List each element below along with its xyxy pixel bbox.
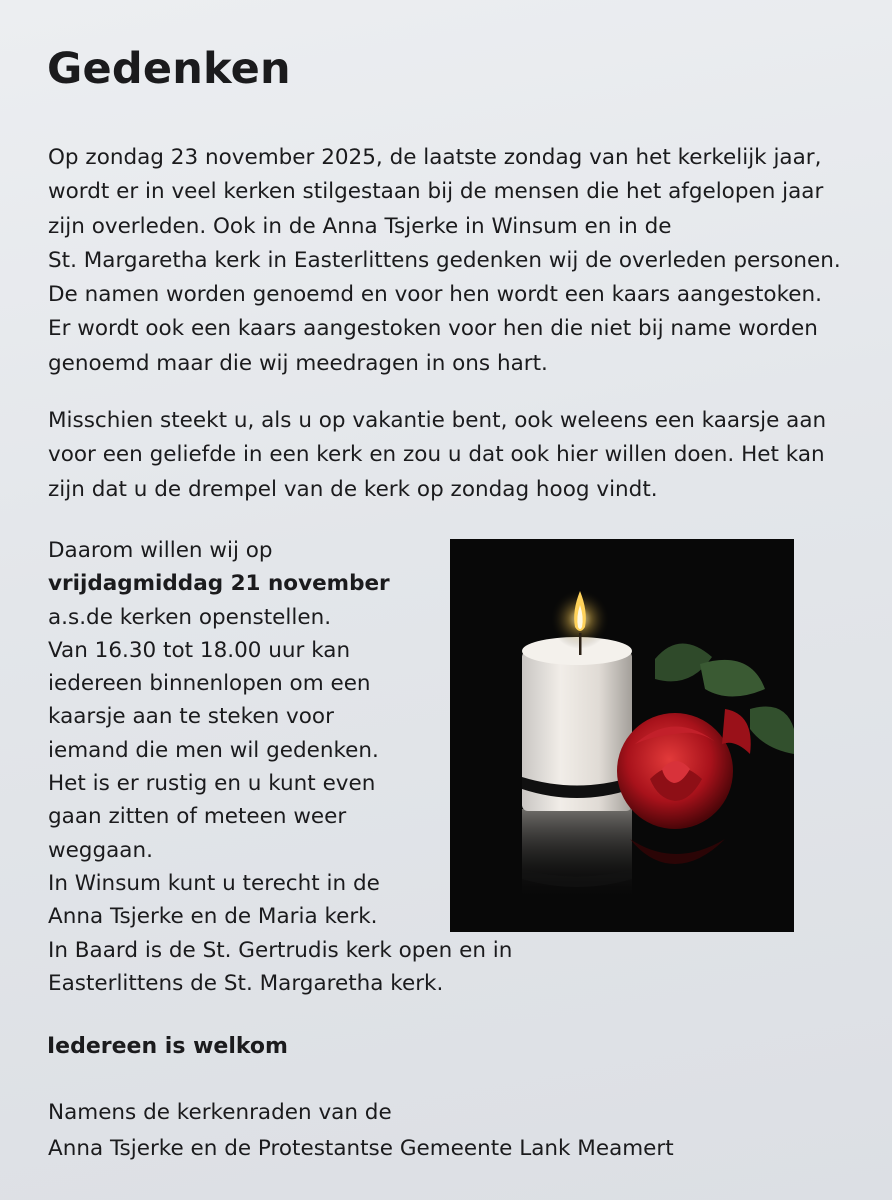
text-line: a.s.de kerken openstellen. — [48, 604, 332, 630]
text-line: Van 16.30 tot 18.00 uur kan — [48, 637, 351, 663]
text-line: St. Margaretha kerk in Easterlittens gedenken wij de overleden personen. — [48, 247, 841, 273]
text-line: Er wordt ook een kaars aangestoken voor hen die niet bij name worden — [48, 316, 818, 342]
signature-line: Anna Tsjerke en de Protestantse Gemeente Lank Meamert — [48, 1136, 674, 1161]
text-line: Daarom willen wij op — [48, 538, 273, 563]
text-line: De namen worden genoemd en voor hen wordt een kaars aangestoken. — [48, 282, 822, 308]
text-line: Easterlittens de St. Margaretha kerk. — [48, 970, 444, 996]
text-line: zijn dat u de drempel van de kerk op zondag hoog vindt. — [48, 476, 658, 502]
page-title: Gedenken — [47, 44, 291, 94]
text-line: zijn overleden. Ook in de Anna Tsjerke in Winsum en in de — [48, 213, 672, 239]
text-line: genoemd maar die wij meedragen in ons hart. — [48, 350, 548, 376]
candle-rose-illustration — [450, 539, 794, 932]
text-line: iemand die men wil gedenken. — [48, 737, 379, 763]
text-line: weggaan. — [48, 837, 153, 863]
intro-paragraph — [48, 141, 841, 381]
text-line: kaarsje aan te steken voor — [48, 704, 334, 730]
candle-reflection — [522, 809, 632, 904]
welcome-heading: Iedereen is welkom — [47, 1034, 288, 1059]
signature-block — [48, 1095, 674, 1167]
text-line: Misschien steekt u, als u op vakantie bent, ook weleens een kaarsje aan — [48, 408, 827, 433]
wick — [579, 633, 582, 655]
signature-line: Namens de kerkenraden van de — [48, 1100, 392, 1125]
text-line: Anna Tsjerke en de Maria kerk. — [48, 904, 378, 930]
opening-hours-paragraph — [48, 534, 512, 1000]
text-line: In Winsum kunt u terecht in de — [48, 870, 380, 896]
vacation-paragraph — [48, 404, 826, 507]
text-line: iedereen binnenlopen om een — [48, 671, 371, 697]
text-line: wordt er in veel kerken stilgestaan bij de mensen die het afgelopen jaar — [48, 179, 824, 205]
event-date: vrijdagmiddag 21 november — [48, 571, 390, 597]
text-line: In Baard is de St. Gertrudis kerk open en in — [48, 937, 513, 963]
text-line: voor een geliefde in een kerk en zou u dat ook hier willen doen. Het kan — [48, 442, 825, 468]
text-line: Op zondag 23 november 2025, de laatste zondag van het kerkelijk jaar, — [48, 145, 822, 170]
candle-and-rose-photo — [450, 539, 794, 932]
text-line: gaan zitten of meteen weer — [48, 804, 347, 830]
text-line: Het is er rustig en u kunt even — [48, 771, 376, 797]
